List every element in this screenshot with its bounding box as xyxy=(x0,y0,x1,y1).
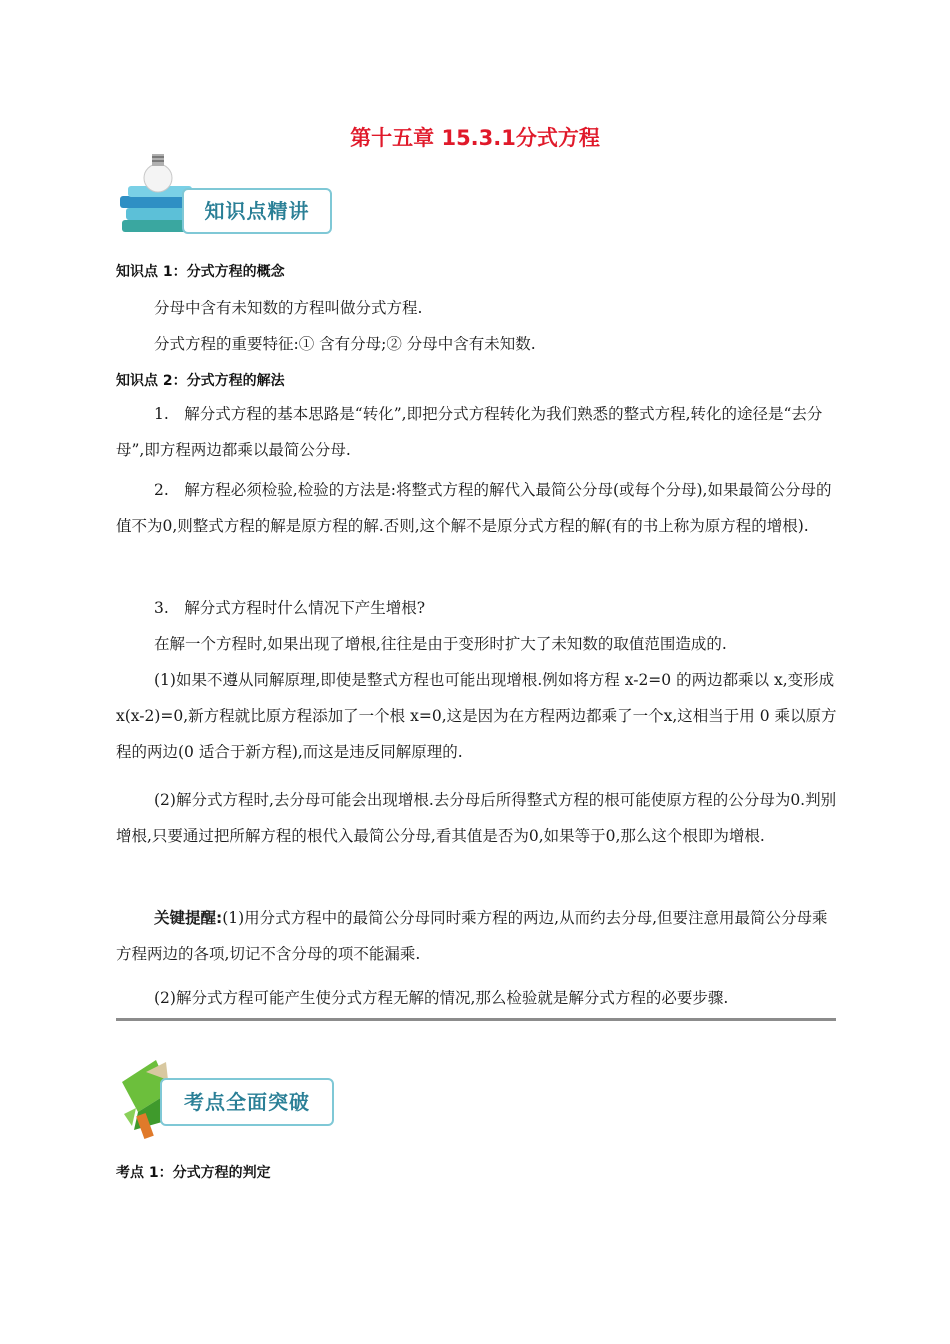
kp2-paragraph-2: 2. 解方程必须检验,检验的方法是:将整式方程的解代入最简公分母(或每个分母),如果最简公分母的值不为0,则整式方程的解是原方程的解.否则,这个解不是原分式方程的解(有的书上称为原方程的增根). xyxy=(116,481,832,535)
kp2-paragraph-1: 1. 解分式方程的基本思路是“转化”,即把分式方程转化为我们熟悉的整式方程,转化的途径是“去分母”,即方程两边都乘以最简公分母. xyxy=(116,405,823,459)
key-reminder-text: (1)用分式方程中的最简公分母同时乘方程的两边,从而约去分母,但要注意用最简公分母乘方程两边的各项,切记不含分母的项不能漏乘. xyxy=(116,909,828,963)
kp2-heading: 知识点 2：分式方程的解法 xyxy=(116,373,285,389)
kp2-paragraph-6: (2)解分式方程时,去分母可能会出现增根.去分母后所得整式方程的根可能使原方程的公分母为0.判别增根,只要通过把所解方程的根代入最简公分母,看其值是否为0,如果等于0,那么这个根即为增根. xyxy=(116,791,837,845)
kp1-features: 分式方程的重要特征:① 含有分母;② 分母中含有未知数. xyxy=(154,335,536,353)
section-divider xyxy=(116,1018,836,1021)
knowledge-banner xyxy=(116,148,346,244)
knowledge-banner-label: 知识点精讲 xyxy=(182,188,332,234)
key-reminder-label: 关键提醒: xyxy=(154,909,223,927)
kp1-definition: 分母中含有未知数的方程叫做分式方程. xyxy=(154,299,423,317)
key-reminder-2: (2)解分式方程可能产生使分式方程无解的情况,那么检验就是解分式方程的必要步骤. xyxy=(154,989,729,1007)
kp2-paragraph-5: (1)如果不遵从同解原理,即使是整式方程也可能出现增根.例如将方程 x-2=0 的两边都乘以 x,变形成 x(x-2)=0,新方程就比原方程添加了一个根 x=0,这是因为在方程两边都乘了一个x,这相当于用 0 乘以原方程的两边(0 适合于新方程),而这是违反同解原理的. xyxy=(116,671,837,761)
exam-points-banner xyxy=(116,1052,346,1142)
key-reminder xyxy=(116,900,838,972)
page-title: 第十五章 15.3.1分式方程 xyxy=(350,126,600,150)
kp2-paragraph-3: 3. 解分式方程时什么情况下产生增根? xyxy=(154,599,426,617)
kp1-heading: 知识点 1：分式方程的概念 xyxy=(116,264,285,280)
kd1-heading: 考点 1：分式方程的判定 xyxy=(116,1165,271,1181)
kp2-paragraph-4: 在解一个方程时,如果出现了增根,往往是由于变形时扩大了未知数的取值范围造成的. xyxy=(154,635,727,653)
exam-points-banner-label: 考点全面突破 xyxy=(160,1078,334,1126)
